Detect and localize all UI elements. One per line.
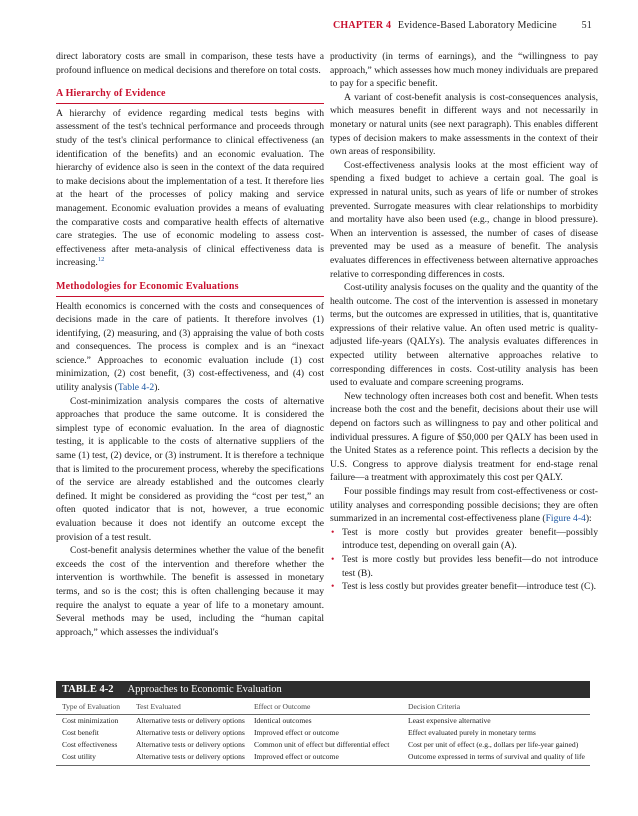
table-title: Approaches to Economic Evaluation [127,684,282,695]
table-cell: Alternative tests or delivery options [136,716,245,725]
list-item: • Test is more costly but provides greater benefit—possibly introduce test, depending on overall gain (A). [342,526,598,553]
paragraph [330,485,598,526]
section-heading-hierarchy: A Hierarchy of Evidence [56,87,324,104]
paragraph: Cost-minimization analysis compares the costs of alternative approaches that produce the same outcome. It is considered the simplest type of economic evaluation. In the area of diagnostic testing, it is applicable to the costs of alternative suppliers of the same (1) test, (2) device, or (3) instrument. It is therefore a technique that is limited to the procurement process, whereby the specifications of the service are already established and the outcomes clearly defined. It might be considered as providing the “cost per test,” an often quoted indicator that is not, however, a true economic evaluation because it does not identify an outcome except the provision of a test result. [56,395,324,543]
paragraph-text: Health economics is concerned with the costs and consequences of decisions made in the care of patients. It therefore involves (1) identifying, (2) measuring, and (3) appraising the value of both costs and consequences. The process is complex and is an “inexact science.” Approaches to economic evaluation include (1) cost minimization, (2) cost benefit, (3) cost-effectiveness, and (4) cost utility analysis ( [56,300,324,394]
paragraph: Cost-utility analysis focuses on the quality and the quantity of the health outcome. The cost of the intervention is assessed in monetary terms, but the outcomes are expressed in utilities, that is, quantitative expressions of their relative value. An often used metric is quality-adjusted life-years (QALYs). The analysis evaluates differences in expected utility between alternative approaches relative to corresponding differences in costs. Cost-utility analysis has been used to evaluate and compare screening programs. [330,282,598,389]
table-cell: Cost per unit of effect (e.g., dollars per life-year gained) [408,740,579,749]
section-heading-methodologies: Methodologies for Economic Evaluations [56,280,324,297]
column-header: Decision Criteria [408,702,461,711]
paragraph: New technology often increases both cost and benefit. When tests increase both the cost and the benefit, decisions about their use will depend on factors such as willingness to pay and other political and individual pressures. A figure of $50,000 per QALY has been used in the United States as a reference point. This reflects a decision by the U.S. Congress to approve dialysis treatment for end-stage renal failure—a treatment with approximately this cost per QALY. [330,390,598,484]
bullet-list [330,526,598,594]
table-number: TABLE 4-2 [62,684,114,695]
paragraph [56,107,324,270]
table-cell: Alternative tests or delivery options [136,752,245,761]
paragraph-text: ): [585,513,592,525]
paragraph-text: A hierarchy of evidence regarding medical tests begins with assessment of the test's technical performance and proceeds through study of the test's clinical performance to clinical effectiveness (an identification of the benefits) and an economic evaluation. The hierarchy of evidence also is seen in the context of the data required to make decisions about the implementation of a test. It therefore lies at the heart of the processes of policy making and service management. Economic evaluation provides a means of evaluating the comparative costs and comparative health effects of alternative care strategies. The use of economic modeling to assess cost-effectiveness after meta-analysis of clinical effectiveness data is increasing. [56,107,324,269]
left-column [56,50,324,639]
table-bottom-rule [56,765,590,766]
table-cell: Effect evaluated purely in monetary terms [408,728,536,737]
table-cell: Improved effect or outcome [254,728,339,737]
paragraph: A variant of cost-benefit analysis is cost-consequences analysis, which measures benefit in different ways and not necessarily in monetary or natural units (see next paragraph). This enables different types of decision makers to make assessments in the context of their own areas of responsibility. [330,91,598,158]
table-cross-reference[interactable]: Table 4-2 [117,382,155,394]
figure-cross-reference[interactable]: Figure 4-4 [545,513,586,525]
paragraph [56,300,324,395]
table-header-row [56,698,590,715]
table-cell: Outcome expressed in terms of survival and quality of life [408,752,585,761]
reference-superscript[interactable]: 12 [97,256,105,264]
table-cell: Identical outcomes [254,716,312,725]
list-item: • Test is less costly but provides greater benefit—introduce test (C). [342,580,598,594]
column-header: Effect or Outcome [254,702,311,711]
paragraph: Cost-benefit analysis determines whether the value of the benefit exceeds the cost of the intervention and therefore whether the intervention is worthwhile. The benefit is assessed in monetary terms, and so is the cost; this is often challenging because it may require the analyst to equate a year of life to a monetary amount. Several methods may be used, including the “human capital approach,” which assesses the individual's [56,545,324,638]
column-header: Test Evaluated [136,702,181,711]
table-cell: Least expensive alternative [408,716,491,725]
table-cell: Cost benefit [62,728,99,737]
paragraph: productivity (in terms of earnings), and the “willingness to pay approach,” which assesses how much money individuals are prepared to pay for a specific benefit. [330,51,598,90]
paragraph: direct laboratory costs are small in comparison, these tests have a profound influence on medical decisions and therefore on total costs. [56,51,324,76]
table-row [56,715,590,727]
paragraph-text: ). [154,382,160,394]
paragraph: Cost-effectiveness analysis looks at the most efficient way of spending a fixed budget to achieve a certain goal. The goal is expressed in natural units, such as years of life or number of strokes prevented. Surrogate measures with clear relationships to morbidity and mortality have also been used (e.g., change in blood pressure). When an intervention is assessed, the number of cases of disease prevented may be used as a measure of benefit. The analysis evaluates differences in effectiveness between alternative approaches relative to corresponding differences in costs. [330,159,598,280]
table-cell: Cost minimization [62,716,119,725]
page-number: 51 [581,20,592,31]
table-row [56,739,590,751]
table-4-2 [56,681,590,766]
table-cell: Cost utility [62,752,96,761]
table-cell: Cost effectiveness [62,740,118,749]
table-cell: Alternative tests or delivery options [136,728,245,737]
running-head [333,20,592,31]
paragraph-text: Four possible findings may result from cost-effectiveness or cost-utility analyses and corresponding possible decisions; they are often summarized in an incremental cost-effectiveness plane ( [330,486,598,525]
table-cell: Alternative tests or delivery options [136,740,245,749]
chapter-label: CHAPTER 4 [333,20,392,31]
table-cell: Common unit of effect but differential effect [254,740,390,749]
right-column [330,50,598,594]
chapter-title: Evidence-Based Laboratory Medicine [397,20,557,31]
table-row [56,727,590,739]
table-cell: Improved effect or outcome [254,752,339,761]
table-row [56,751,590,763]
column-header: Type of Evaluation [62,702,121,711]
list-item: • Test is more costly but provides less benefit—do not introduce test (B). [342,553,598,580]
table-title-bar [56,681,590,698]
